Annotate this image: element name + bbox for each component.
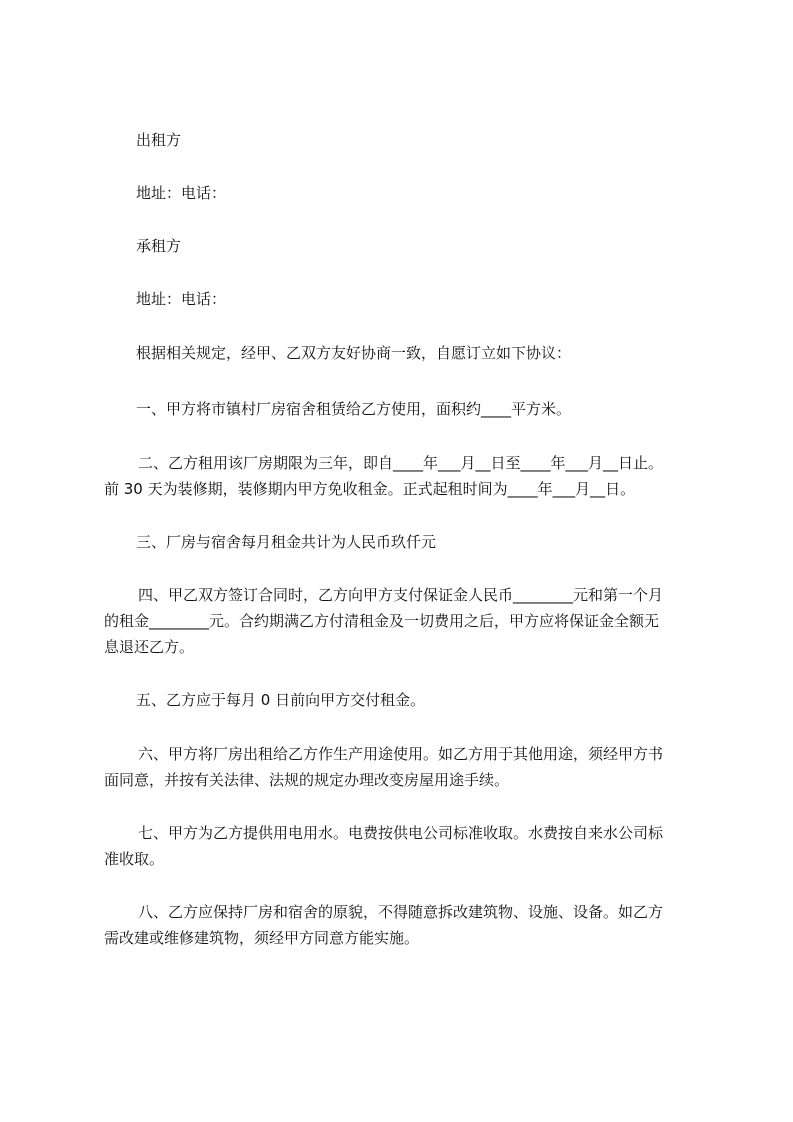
clause-5: 五、乙方应于每月 0 日前向甲方交付租金。 xyxy=(136,691,426,709)
lessor-contact: 地址：电话： xyxy=(136,184,227,202)
clause-8-line-1: 八、乙方应保持厂房和宿舍的原貌，不得随意拆改建筑物、设施、设备。如乙方 xyxy=(138,903,664,921)
clause-8-line-2: 需改建或维修建筑物，须经甲方同意方能实施。 xyxy=(104,929,420,947)
clause-1: 一、甲方将市镇村厂房宿舍租赁给乙方使用，面积约____平方米。 xyxy=(136,400,572,418)
clause-7-line-2: 准收取。 xyxy=(104,850,165,868)
lessee-contact: 地址：电话： xyxy=(136,290,227,308)
clause-3: 三、厂房与宿舍每月租金共计为人民币玖仟元 xyxy=(136,533,437,551)
clause-4-line-2: 的租金________元。合约期满乙方付清租金及一切费用之后，甲方应将保证金全额无 xyxy=(104,612,660,630)
preamble: 根据相关规定，经甲、乙双方友好协商一致，自愿订立如下协议： xyxy=(136,344,572,362)
clause-2-line-1: 二、乙方租用该厂房期限为三年，即自____年___月__日至____年___月__日止。 xyxy=(138,454,664,472)
clause-6-line-2: 面同意，并按有关法律、法规的规定办理改变房屋用途手续。 xyxy=(104,771,510,789)
clause-2-line-2: 前 30 天为装修期，装修期内甲方免收租金。正式起租时间为____年___月__日。 xyxy=(104,480,636,498)
clause-4-line-3: 息退还乙方。 xyxy=(104,638,195,656)
lessor-heading: 出租方 xyxy=(136,131,182,149)
clause-4-line-1: 四、甲乙双方签订合同时，乙方向甲方支付保证金人民币________元和第一个月 xyxy=(138,586,664,604)
lessee-heading: 承租方 xyxy=(136,237,182,255)
clause-7-line-1: 七、甲方为乙方提供用电用水。电费按供电公司标准收取。水费按自来水公司标 xyxy=(138,824,664,842)
clause-6-line-1: 六、甲方将厂房出租给乙方作生产用途使用。如乙方用于其他用途，须经甲方书 xyxy=(138,745,664,763)
